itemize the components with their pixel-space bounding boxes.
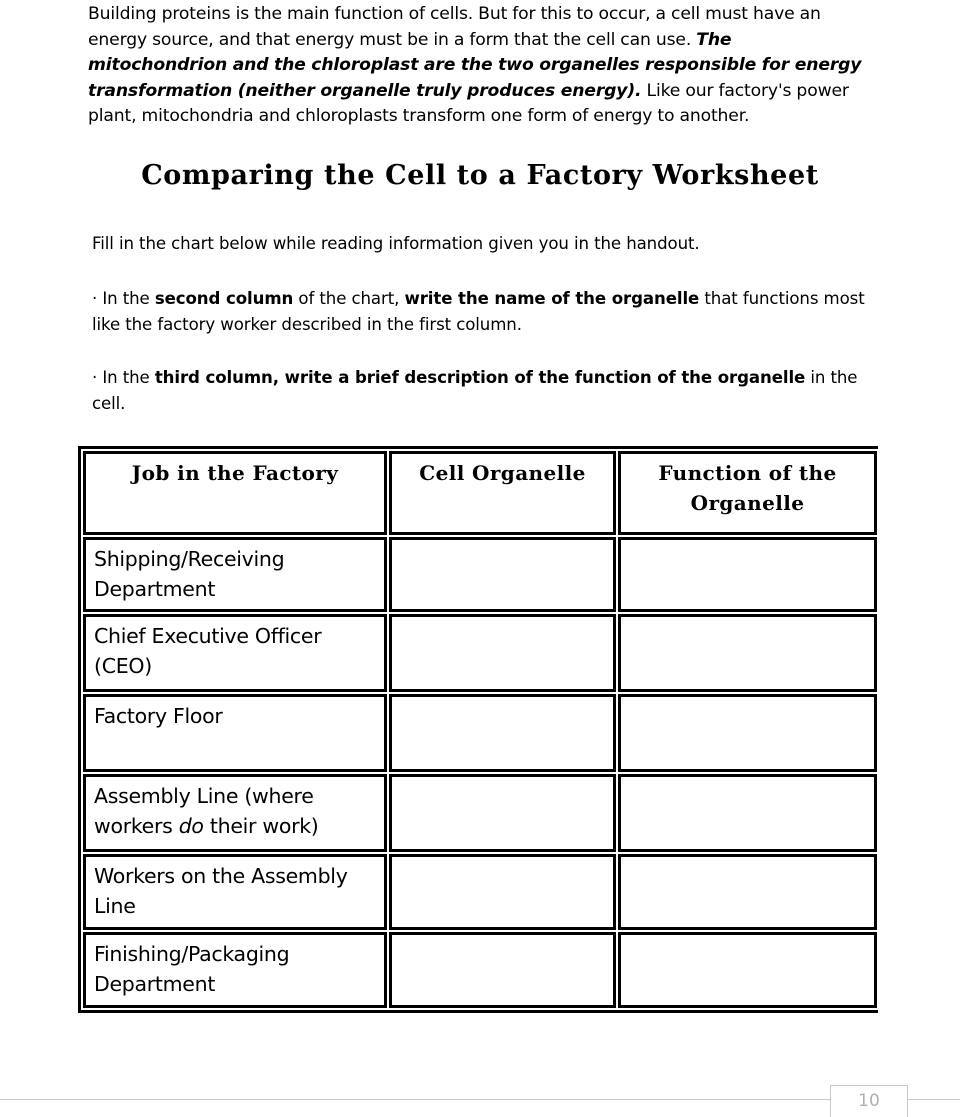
column-header-organelle: Cell Organelle: [389, 451, 616, 535]
job-cell: [83, 932, 387, 1008]
job-label: Finishing/Packaging Department: [94, 942, 290, 996]
job-label-post: their work): [203, 814, 319, 838]
bullet1-seg4-bold: write the name of the organelle: [404, 289, 700, 308]
bullet2-seg3: in the cell.: [92, 368, 858, 413]
intro-text-bold-italic: The mitochondrion and the chloroplast are the two organelles responsible for energy transformation (neither organelle truly produces energy).: [88, 29, 862, 101]
job-label: Workers on the Assembly Line: [94, 864, 348, 918]
table-row: [83, 932, 877, 1008]
table-row: [83, 854, 877, 930]
footer-rule-left: [0, 1099, 830, 1100]
page-title: Comparing the Cell to a Factory Worksheet: [141, 160, 819, 191]
worksheet-table-container: [78, 446, 878, 1013]
bullet1-seg5: that functions most like the factory worker described in the first column.: [92, 289, 865, 334]
instruction-bullet-third-column: [92, 365, 882, 417]
bullet2-seg2-bold: third column, write a brief description of the function of the organelle: [154, 368, 806, 387]
function-input-cell[interactable]: [618, 694, 877, 772]
function-input-cell[interactable]: [618, 854, 877, 930]
job-cell: [83, 854, 387, 930]
job-cell: [83, 537, 387, 612]
column-header-function: Function of the Organelle: [618, 451, 877, 535]
instruction-bullet-second-column: [92, 286, 882, 338]
function-input-cell[interactable]: [618, 932, 877, 1008]
function-input-cell[interactable]: [618, 614, 877, 692]
bullet1-seg3: of the chart,: [293, 289, 405, 308]
footer-divider: [0, 1099, 960, 1100]
job-label: Factory Floor: [94, 704, 223, 728]
bullet1-seg2-bold: second column: [154, 289, 294, 308]
job-label: Shipping/Receiving Department: [94, 547, 285, 601]
function-input-cell[interactable]: [618, 774, 877, 852]
bullet2-seg1: · In the: [92, 368, 155, 387]
organelle-input-cell[interactable]: [389, 537, 616, 612]
table-row: [83, 774, 877, 852]
table-row: [83, 537, 877, 612]
organelle-input-cell[interactable]: [389, 694, 616, 772]
job-label-pre: Assembly Line (where workers: [94, 784, 314, 838]
function-input-cell[interactable]: [618, 537, 877, 612]
intro-paragraph: [88, 2, 866, 130]
footer-rule-right: [908, 1099, 960, 1100]
column-header-job: Job in the Factory: [83, 451, 387, 535]
worksheet-table: [81, 449, 879, 1010]
page-number: 10: [830, 1085, 908, 1117]
job-label: Chief Executive Officer (CEO): [94, 624, 322, 678]
job-label-italic: do: [178, 814, 204, 838]
organelle-input-cell[interactable]: [389, 854, 616, 930]
table-row: [83, 694, 877, 772]
table-row: [83, 614, 877, 692]
job-cell: [83, 694, 387, 772]
organelle-input-cell[interactable]: [389, 774, 616, 852]
table-header-row: [83, 451, 877, 535]
intro-text-part1: Building proteins is the main function of cells. But for this to occur, a cell must have an energy source, and that energy must be in a form that the cell can use.: [88, 4, 821, 50]
job-cell: [83, 774, 387, 852]
intro-text-part3: Like our factory's power plant, mitochondria and chloroplasts transform one form of energy to another.: [88, 80, 849, 127]
instruction-fill-in: Fill in the chart below while reading information given you in the handout.: [92, 234, 700, 253]
organelle-input-cell[interactable]: [389, 614, 616, 692]
job-cell: [83, 614, 387, 692]
bullet1-seg1: · In the: [92, 289, 155, 308]
organelle-input-cell[interactable]: [389, 932, 616, 1008]
